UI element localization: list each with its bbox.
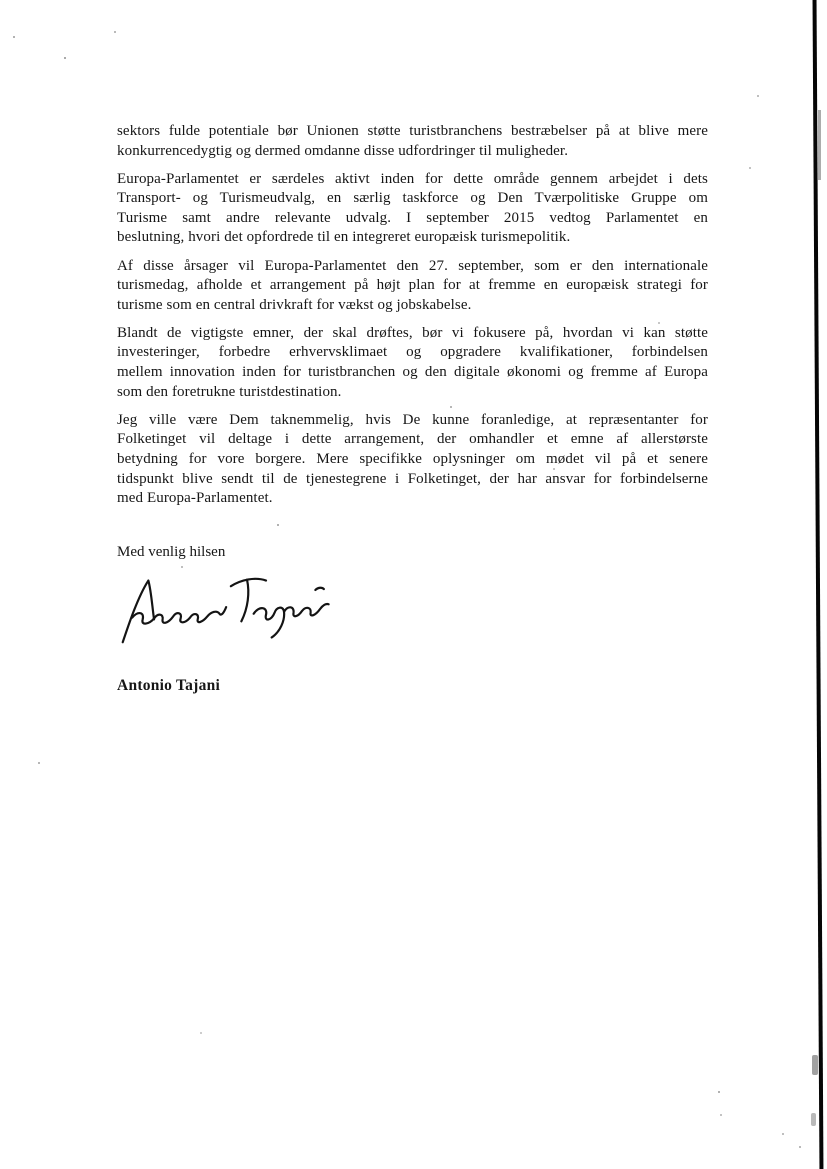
paragraph-line: investeringer, forbedre erhvervsklimaet og opgradere kvalifikationer, forbindelsen [117,344,708,361]
signature-stroke [241,580,248,622]
scan-smudge [811,1113,816,1126]
paragraph-line: Af disse årsager vil Europa-Parlamentet den 27. september, som er den internationale [117,257,708,274]
paragraph [117,122,708,161]
paragraph-line: tidspunkt blive sendt til de tjenestegrene i Folketinget, der har ansvar for forbindelserne [117,470,708,487]
paragraph-line: som den foretrukne turistdestination. [117,383,342,400]
signature-stroke [284,604,329,616]
paragraph-line: mellem innovation inden for turistbranchen og den digitale økonomi og fremme af Europa [117,364,708,381]
signature-stroke [315,588,324,590]
signature-stroke [254,608,284,638]
paragraph-line: Europa-Parlamentet er særdeles aktivt inden for dette område gennem arbejdet i dets [117,170,708,187]
paragraph-line: beslutning, hvori det opfordrede til en integreret europæisk turismepolitik. [117,229,571,246]
closing-salutation: Med venlig hilsen [117,543,226,560]
scan-noise-specks [13,36,15,38]
paragraph [117,257,708,316]
paragraph-line: Folketinget vil deltage i dette arrangement, der omhandler et emne af allerstørste [117,431,708,448]
paragraph-line: med Europa-Parlamentet. [117,490,273,507]
paragraph [117,411,708,509]
scan-smudge [818,110,821,180]
signature-stroke [123,581,154,643]
paragraph-line: turismedag, afholde et arrangement på højt plan for at fremme en europæisk strategi for [117,277,708,294]
paragraph-line: Transport- og Turismeudvalg, en særlig taskforce og Den Tværpolitiske Gruppe om [117,190,708,207]
paragraph-line: Turisme samt andre relevante udvalg. I september 2015 vedtog Parlamentet en [117,209,708,226]
paragraph [117,170,708,248]
paragraph-line: Jeg ville være Dem taknemmelig, hvis De kunne foranledige, at repræsentanter for [117,411,708,428]
letter-body [117,122,708,696]
handwritten-signature [119,572,339,646]
paragraph-line: konkurrencedygtig og dermed omdanne disse udfordringer til muligheder. [117,142,569,159]
paragraph-line: turisme som en central drivkraft for vækst og jobskabelse. [117,296,472,313]
paragraph-line: betydning for vore borgere. Mere specifikke oplysninger om mødet vil på et senere [117,450,708,467]
letter-paragraphs [117,122,708,509]
paragraph [117,324,708,402]
paragraph-line: sektors fulde potentiale bør Unionen støtte turistbranchens bestræbelser på at blive mere [117,123,708,139]
paragraph-line: Blandt de vigtigste emner, der skal drøftes, bør vi fokusere på, hvordan vi kan støtte [117,324,708,341]
signature-scrawl-drawing [119,572,339,646]
signature-stroke [132,607,226,624]
signatory-name: Antonio Tajani [117,677,221,695]
scan-smudge [812,1055,818,1075]
